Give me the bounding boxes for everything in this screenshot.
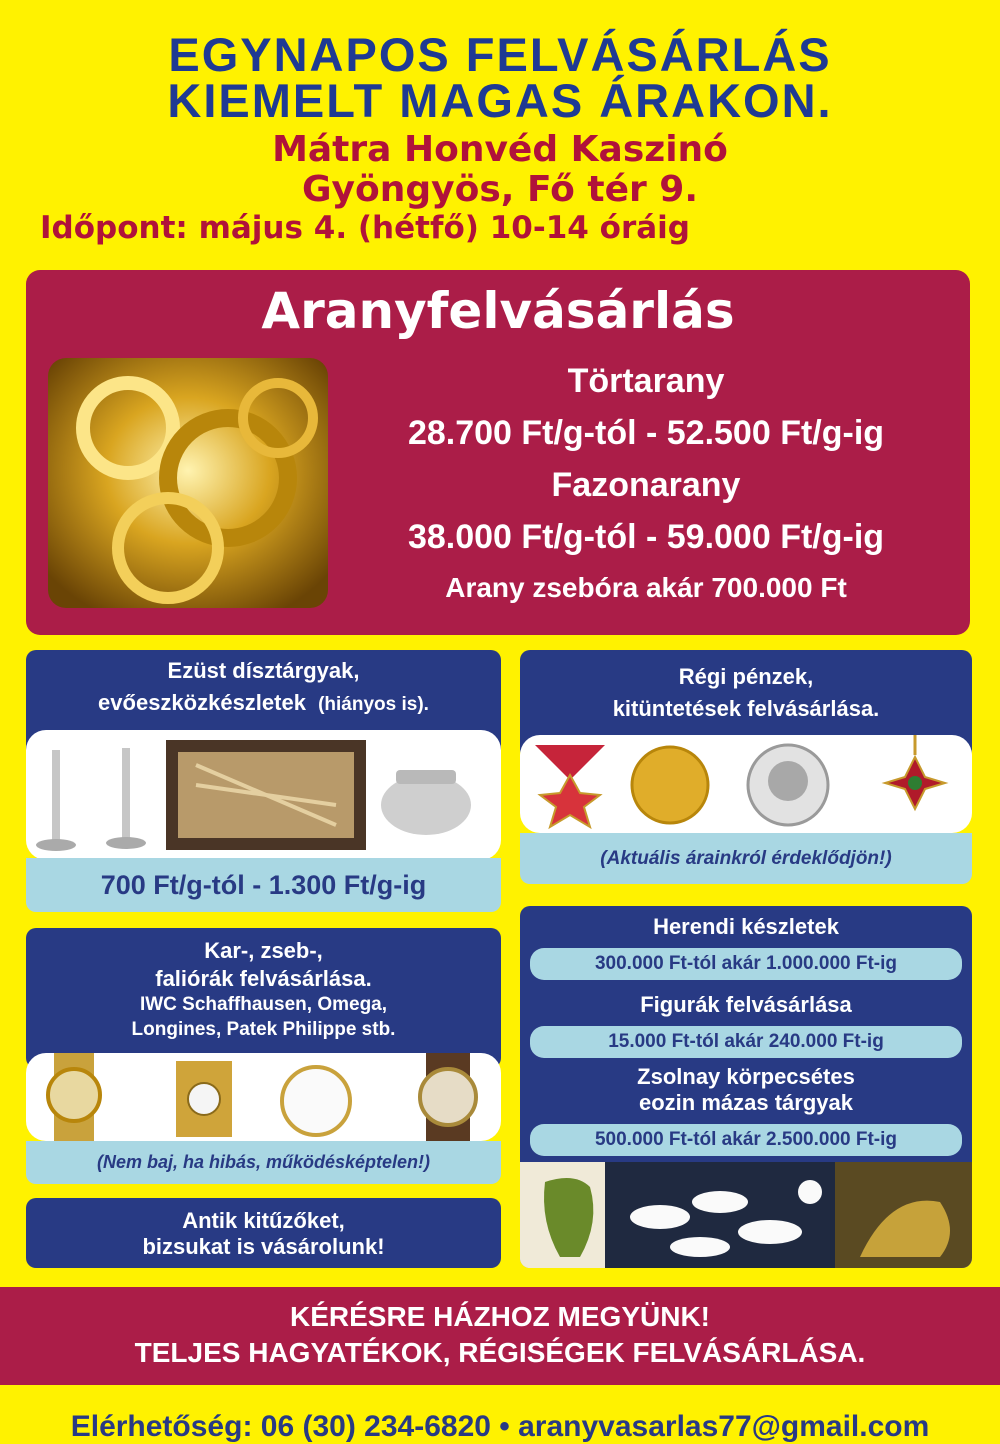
antique-line-1: Antik kitűzőket, — [182, 1208, 345, 1233]
antique-line-2: bizsukat is vásárolunk! — [142, 1234, 385, 1259]
silver-images — [26, 730, 501, 860]
footer-line-2: TELJES HAGYATÉKOK, RÉGISÉGEK FELVÁSÁRLÁSA. — [134, 1337, 866, 1368]
event-time: Időpont: május 4. (hétfő) 10-14 óráig — [40, 210, 690, 246]
gold-title: Aranyfelvásárlás — [261, 282, 735, 340]
gold-tortarany-price: 28.700 Ft/g-tól - 52.500 Ft/g-ig — [407, 414, 885, 452]
coins-title-1: Régi pénzek, — [678, 664, 814, 689]
figura-title: Figurák felvásárlása — [640, 992, 852, 1017]
gold-fazonarany-price: 38.000 Ft/g-tól - 59.000 Ft/g-ig — [407, 518, 885, 556]
coins-note: (Aktuális árainkról érdeklődjön!) — [520, 833, 972, 884]
porcelain-images — [520, 1162, 972, 1268]
gold-tortarany-label: Törtarany — [567, 362, 725, 400]
venue: Mátra Honvéd Kaszinó — [272, 129, 728, 170]
silver-price: 700 Ft/g-tól - 1.300 Ft/g-ig — [26, 858, 501, 912]
headline-line2: KIEMELT MAGAS ÁRAKON. — [167, 74, 833, 127]
address: Gyöngyös, Fő tér 9. — [301, 169, 699, 210]
figura-price: 15.000 Ft-tól akár 240.000 Ft-ig — [530, 1026, 962, 1058]
silver-panel — [26, 650, 501, 912]
herendi-title: Herendi készletek — [653, 914, 839, 939]
antique-panel — [26, 1198, 501, 1268]
gold-fazonarany-label: Fazonarany — [551, 466, 741, 504]
watches-note: (Nem baj, ha hibás, működésképtelen!) — [26, 1141, 501, 1184]
silver-title-1: Ezüst dísztárgyak, — [167, 658, 360, 683]
gold-panel — [26, 270, 970, 635]
watches-brands-1: IWC Schaffhausen, Omega, — [139, 994, 388, 1015]
zsolnay-title-2: eozin mázas tárgyak — [639, 1090, 853, 1115]
watches-images — [26, 1053, 501, 1141]
footer-line-1: KÉRÉSRE HÁZHOZ MEGYÜNK! — [289, 1301, 710, 1332]
watches-title-2: faliórák felvásárlása. — [155, 966, 372, 991]
silver-title-row — [26, 690, 501, 716]
zsolnay-price: 500.000 Ft-tól akár 2.500.000 Ft-ig — [530, 1124, 962, 1156]
watches-title-1: Kar-, zseb-, — [204, 938, 323, 963]
porcelain-panel — [520, 906, 972, 1268]
header — [0, 28, 1000, 246]
watches-brands-2: Longines, Patek Philippe stb. — [131, 1019, 396, 1040]
contact-info: Elérhetőség: 06 (30) 234-6820 • aranyvasarlas77@gmail.com — [70, 1410, 930, 1443]
gold-pocket-watch: Arany zsebóra akár 700.000 Ft — [445, 572, 847, 603]
silver-title-note: (hiányos is). — [318, 694, 429, 715]
silver-title-2: evőeszközkészletek — [98, 690, 306, 715]
gold-jewelry-image — [48, 358, 328, 608]
coins-images — [520, 735, 972, 833]
zsolnay-title-1: Zsolnay körpecsétes — [637, 1064, 855, 1089]
headline-line1: EGYNAPOS FELVÁSÁRLÁS — [168, 28, 832, 81]
coins-panel — [520, 650, 972, 884]
watches-panel — [26, 928, 501, 1184]
footer-banner — [0, 1287, 1000, 1385]
herendi-price: 300.000 Ft-tól akár 1.000.000 Ft-ig — [530, 948, 962, 980]
coins-title-2: kitüntetések felvásárlása. — [612, 696, 880, 721]
